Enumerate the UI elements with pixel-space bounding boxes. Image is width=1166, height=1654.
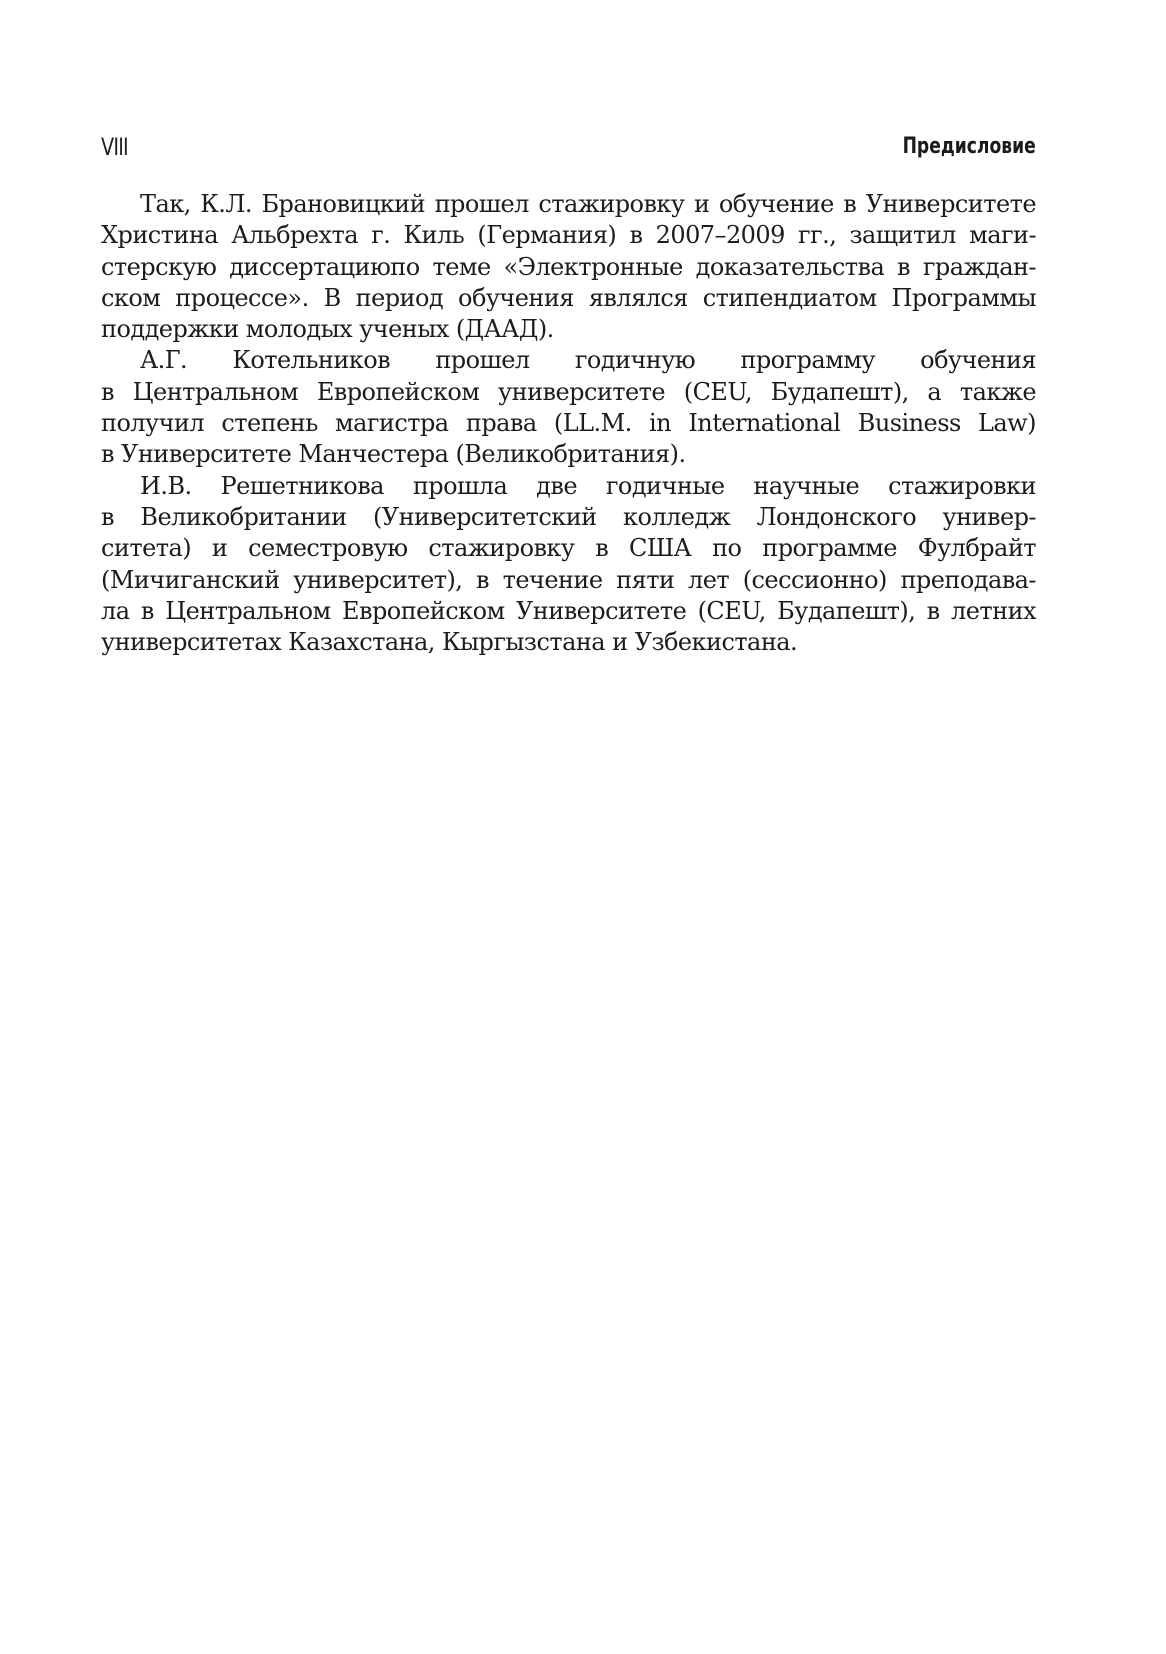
text-line: ском процессе». В период обучения являлся стипендиатом Программы [101, 283, 1036, 312]
text-line: в Университете Манчестера (Великобритания). [101, 440, 686, 469]
text-line: Христина Альбрехта г. Киль (Германия) в 2007–2009 гг., защитил маги- [101, 221, 1036, 250]
text-line: университетах Казахстана, Кыргызстана и Узбекистана. [101, 628, 798, 657]
running-head [101, 130, 1036, 164]
body-text [101, 189, 1036, 658]
text-line: поддержки молодых ученых (ДААД). [101, 315, 554, 344]
text-line: в Великобритании (Университетский колледж Лондонского универ- [101, 502, 1036, 531]
text-line: в Центральном Европейском университете (CEU, Будапешт), а также [101, 377, 1036, 406]
text-line: стерскую диссертациюпо теме «Электронные доказательства в граждан- [101, 252, 1036, 281]
text-line: А.Г. Котельников прошел годичную программу обучения [140, 346, 1036, 375]
text-line: ситета) и семестровую стажировку в США по программе Фулбрайт [101, 534, 1036, 563]
section-title: Предисловие [902, 134, 1036, 159]
page-number: VIII [101, 133, 128, 161]
text-line: ла в Центральном Европейском Университете (CEU, Будапешт), в летних [101, 596, 1036, 625]
text-line: И.В. Решетникова прошла две годичные научные стажировки [140, 471, 1036, 500]
text-line: (Мичиганский университет), в течение пяти лет (сессионно) преподава- [101, 565, 1036, 594]
text-line: Так, К.Л. Брановицкий прошел стажировку и обучение в Университете [140, 190, 1036, 218]
text-line: получил степень магистра права (LL.M. in International Business Law) [101, 409, 1036, 438]
